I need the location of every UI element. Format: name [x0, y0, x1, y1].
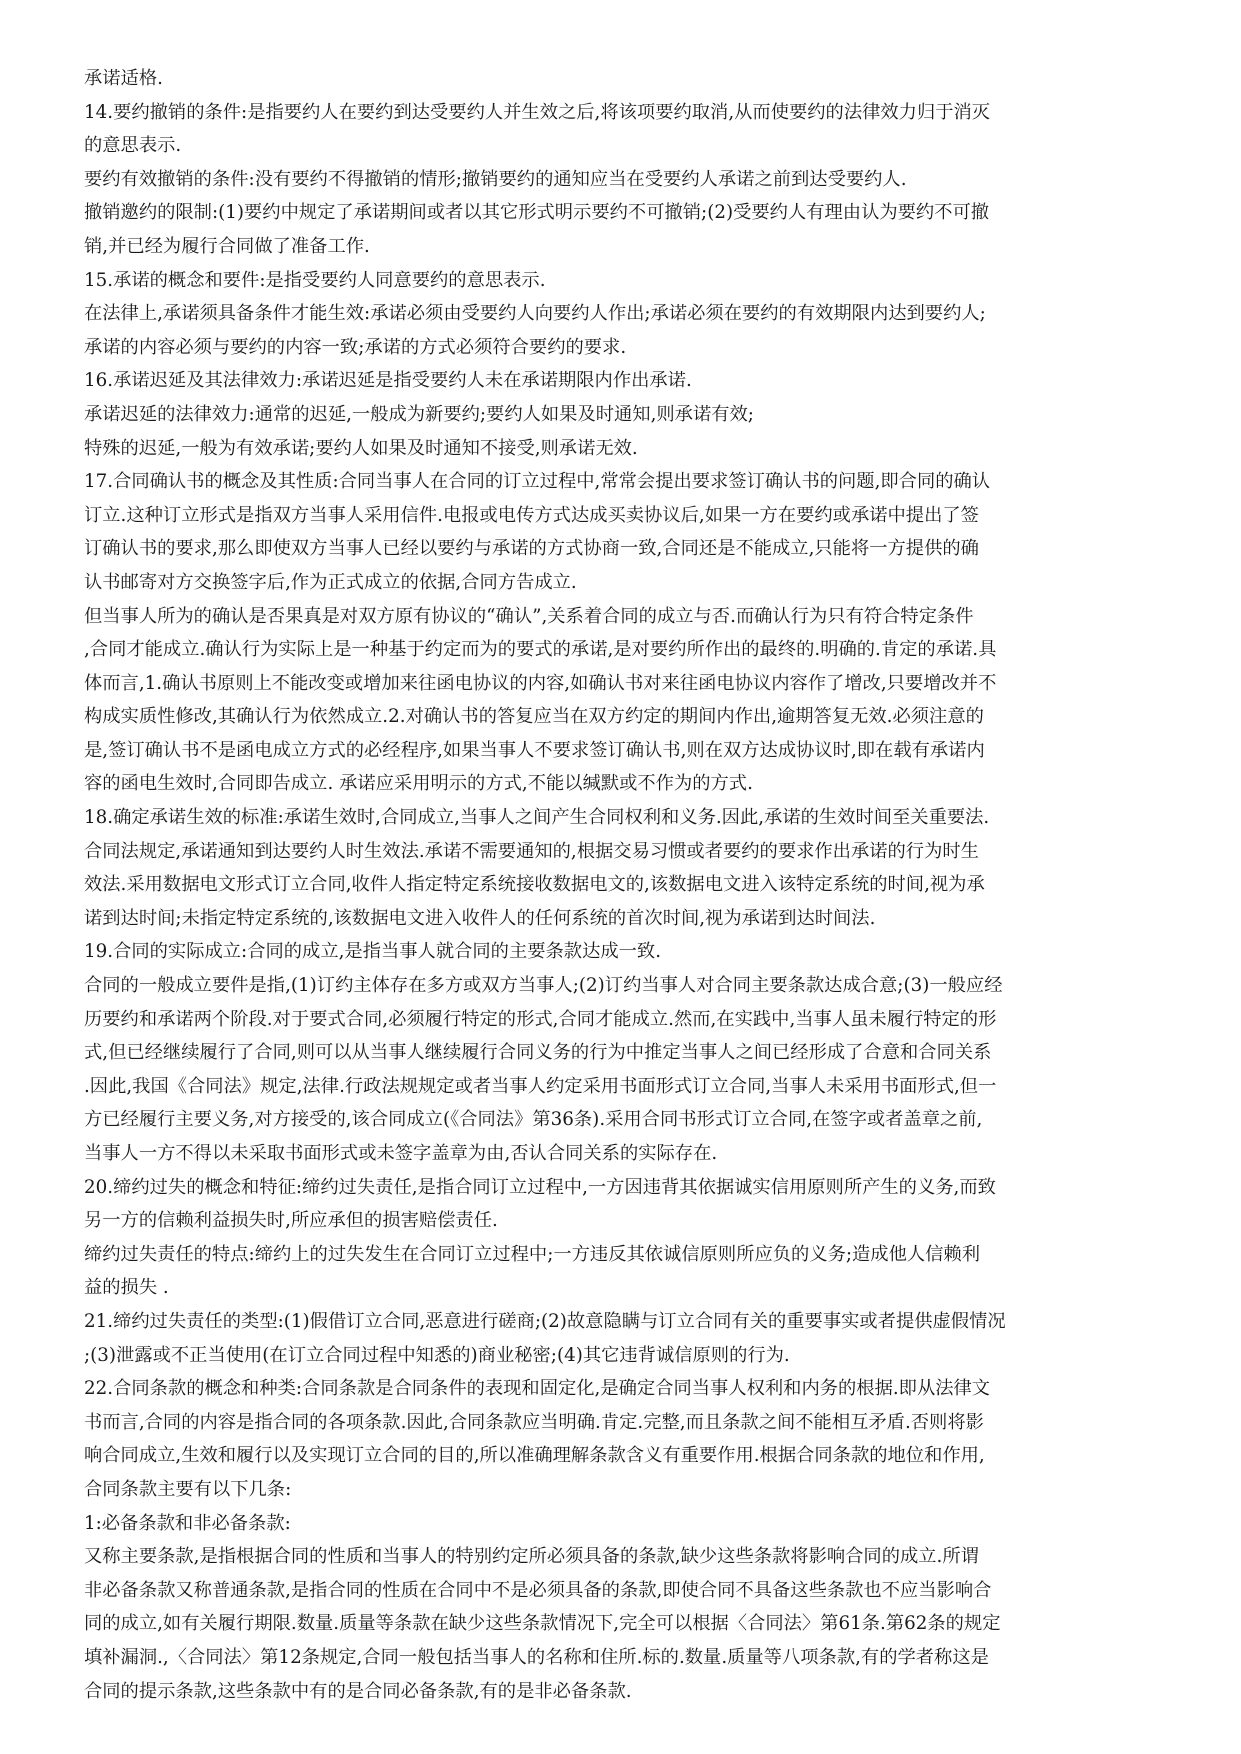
text-line: 19.合同的实际成立:合同的成立,是指当事人就合同的主要条款达成一致. [84, 941, 662, 963]
text-line: 方已经履行主要义务,对方接受的,该合同成立(《合同法》第36条).采用合同书形式订立合同,在签字或者盖章之前, [84, 1109, 983, 1131]
text-line: 合同法规定,承诺通知到达要约人时生效法.承诺不需要通知的,根据交易习惯或者要约的要求作出承诺的行为时生 [84, 840, 979, 862]
text-line: 承诺迟延的法律效力:通常的迟延,一般成为新要约;要约人如果及时通知,则承诺有效; [84, 403, 754, 425]
text-line: 合同的一般成立要件是指,(1)订约主体存在多方或双方当事人;(2)订约当事人对合同主要条款达成合意;(3)一般应经 [84, 975, 1003, 997]
text-line: 合同条款主要有以下几条: [84, 1478, 292, 1500]
text-line: 承诺适格. [84, 68, 163, 89]
text-line: 17.合同确认书的概念及其性质:合同当事人在合同的订立过程中,常常会提出要求签订确认书的问题,即合同的确认 [84, 471, 991, 493]
text-line: 认书邮寄对方交换签字后,作为正式成立的依据,合同方告成立. [84, 571, 577, 593]
text-line: 21.缔约过失责任的类型:(1)假借订立合同,恶意进行磋商;(2)故意隐瞒与订立合同有关的重要事实或者提供虚假情况 [84, 1310, 1006, 1332]
text-line: 效法.采用数据电文形式订立合同,收件人指定特定系统接收数据电文的,该数据电文进入该特定系统的时间,视为承 [84, 874, 985, 896]
text-line: ,合同才能成立.确认行为实际上是一种基于约定而为的要式的承诺,是对要约所作出的最终的.明确的.肯定的承诺.具 [84, 639, 997, 661]
text-line: 1:必备条款和非必备条款: [84, 1512, 291, 1534]
text-line: 销,并已经为履行合同做了准备工作. [84, 235, 370, 257]
text-line: 撤销邀约的限制:(1)要约中规定了承诺期间或者以其它形式明示要约不可撤销;(2)受要约人有理由认为要约不可撤 [84, 202, 990, 224]
text-line: .因此,我国《合同法》规定,法律.行政法规规定或者当事人约定采用书面形式订立合同,当事人未采用书面形式,但一 [84, 1075, 997, 1097]
document-body [84, 62, 1159, 1708]
text-line: 另一方的信赖利益损失时,所应承但的损害赔偿责任. [84, 1210, 498, 1232]
text-line: 响合同成立,生效和履行以及实现订立合同的目的,所以准确理解条款含义有重要作用.根据合同条款的地位和作用, [84, 1445, 985, 1467]
text-line: 18.确定承诺生效的标准:承诺生效时,合同成立,当事人之间产生合同权利和义务.因此,承诺的生效时间至关重要法. [84, 807, 990, 829]
text-line: 当事人一方不得以未采取书面形式或未签字盖章为由,否认合同关系的实际存在. [84, 1143, 718, 1164]
text-line: 20.缔约过失的概念和特征:缔约过失责任,是指合同订立过程中,一方因违背其依据诚实信用原则所产生的义务,而致 [84, 1176, 996, 1198]
text-line: 益的损失 . [84, 1277, 169, 1299]
text-line: 容的函电生效时,合同即告成立. 承诺应采用明示的方式,不能以缄默或不作为的方式. [84, 773, 753, 795]
text-line: 15.承诺的概念和要件:是指受要约人同意要约的意思表示. [84, 269, 546, 291]
text-line: 特殊的迟延,一般为有效承诺;要约人如果及时通知不接受,则承诺无效. [84, 437, 638, 459]
text-line: 但当事人所为的确认是否果真是对双方原有协议的“确认”,关系着合同的成立与否.而确认行为只有符合特定条件 [84, 605, 974, 627]
text-line: 式,但已经继续履行了合同,则可以从当事人继续履行合同义务的行为中推定当事人之间已经形成了合意和合同关系 [84, 1042, 992, 1064]
text-line: 订确认书的要求,那么即使双方当事人已经以要约与承诺的方式协商一致,合同还是不能成立,只能将一方提供的确 [84, 538, 979, 560]
text-line: 体而言,1.确认书原则上不能改变或增加来往函电协议的内容,如确认书对来往函电协议内容作了增改,只要增改并不 [84, 672, 997, 694]
text-line: 要约有效撤销的条件:没有要约不得撤销的情形;撤销要约的通知应当在受要约人承诺之前到达受要约人. [84, 168, 907, 190]
text-line: 在法律上,承诺须具备条件才能生效:承诺必须由受要约人向要约人作出;承诺必须在要约的有效期限内达到要约人; [84, 303, 986, 325]
text-line: 构成实质性修改,其确认行为依然成立.2.对确认书的答复应当在双方约定的期间内作出,逾期答复无效.必须注意的 [84, 706, 984, 728]
text-line: 缔约过失责任的特点:缔约上的过失发生在合同订立过程中;一方违反其依诚信原则所应负的义务;造成他人信赖利 [84, 1243, 980, 1265]
text-line: 非必备条款又称普通条款,是指合同的性质在合同中不是必须具备的条款,即使合同不具备这些条款也不应当影响合 [84, 1579, 992, 1601]
text-line: 是,签订确认书不是函电成立方式的必经程序,如果当事人不要求签订确认书,则在双方达成协议时,即在载有承诺内 [84, 739, 985, 761]
text-line: 的意思表示. [84, 135, 182, 157]
text-line: 填补漏洞.,〈合同法〉第12条规定,合同一般包括当事人的名称和住所.标的.数量.质量等八项条款,有的学者称这是 [84, 1646, 989, 1668]
text-line: 诺到达时间;未指定特定系统的,该数据电文进入收件人的任何系统的首次时间,视为承诺到达时间法. [84, 907, 876, 929]
text-line: 14.要约撤销的条件:是指要约人在要约到达受要约人并生效之后,将该项要约取消,从而使要约的法律效力归于消灭 [84, 101, 991, 123]
text-line: 16.承诺迟延及其法律效力:承诺迟延是指受要约人未在承诺期限内作出承诺. [84, 370, 692, 392]
text-line: 又称主要条款,是指根据合同的性质和当事人的特别约定所必须具备的条款,缺少这些条款将影响合同的成立.所谓 [84, 1546, 979, 1568]
text-line: 历要约和承诺两个阶段.对于要式合同,必须履行特定的形式,合同才能成立.然而,在实践中,当事人虽未履行特定的形 [84, 1008, 997, 1030]
text-line: 订立.这种订立形式是指双方当事人采用信件.电报或电传方式达成买卖协议后,如果一方在要约或承诺中提出了签 [84, 504, 979, 526]
text-line: 合同的提示条款,这些条款中有的是合同必备条款,有的是非必备条款. [84, 1680, 632, 1702]
text-line: ;(3)泄露或不正当使用(在订立合同过程中知悉的)商业秘密;(4)其它违背诚信原则的行为. [84, 1344, 790, 1366]
text-line: 承诺的内容必须与要约的内容一致;承诺的方式必须符合要约的要求. [84, 336, 627, 358]
text-line: 同的成立,如有关履行期限.数量.质量等条款在缺少这些条款情况下,完全可以根据〈合同法〉第61条.第62条的规定 [84, 1613, 1001, 1635]
text-line: 22.合同条款的概念和种类:合同条款是合同条件的表现和固定化,是确定合同当事人权利和内务的根据.即从法律文 [84, 1378, 991, 1400]
text-line: 书而言,合同的内容是指合同的各项条款.因此,合同条款应当明确.肯定.完整,而且条款之间不能相互矛盾.否则将影 [84, 1411, 984, 1433]
